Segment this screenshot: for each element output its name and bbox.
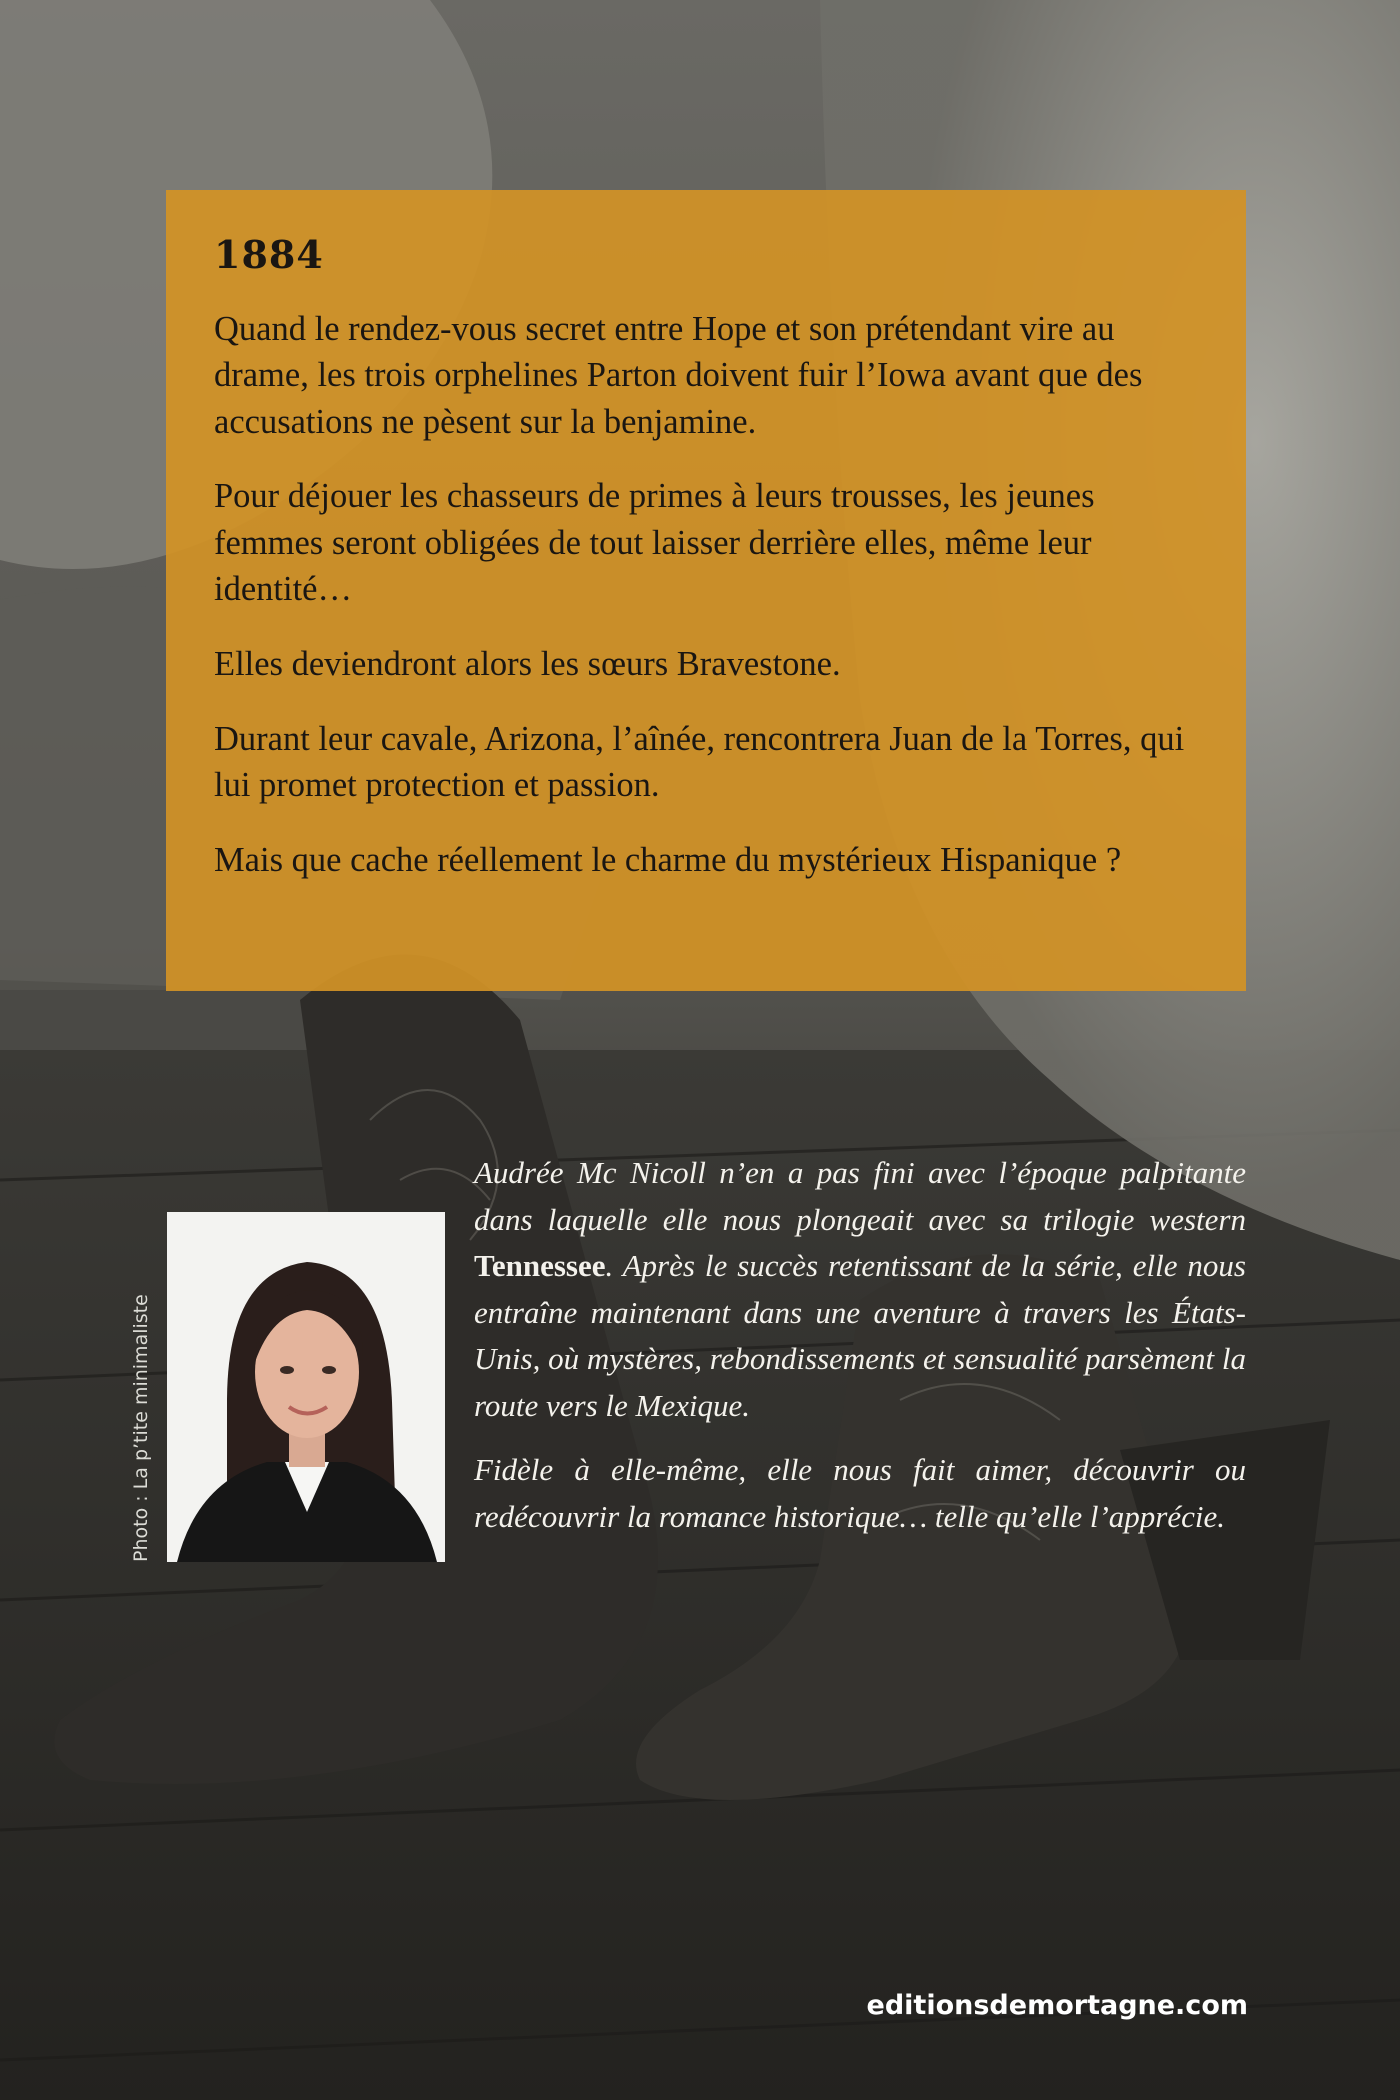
summary-paragraph: Mais que cache réellement le charme du mystérieux Hispanique ? (214, 840, 1122, 879)
bio-paragraph (474, 1150, 1246, 1429)
author-bio (474, 1150, 1246, 1558)
summary-panel (166, 190, 1246, 991)
publisher-url: editionsdemortagne.com (866, 1990, 1248, 2021)
bio-paragraph: Fidèle à elle-même, elle nous fait aimer, découvrir ou redécouvrir la romance historique… telle qu’elle l’apprécie. (474, 1452, 1246, 1534)
series-title: Tennessee (474, 1248, 606, 1283)
author-portrait-image (167, 1212, 445, 1562)
summary-paragraph: Elles deviendront alors les sœurs Bravestone. (214, 644, 841, 683)
summary-paragraph: Quand le rendez-vous secret entre Hope et son prétendant vire au drame, les trois orphelines Parton doivent fuir l’Iowa avant que des accusations ne pèsent sur la benjamine. (214, 309, 1143, 441)
photo-credit: Photo : La p’tite minimaliste (130, 1294, 152, 1562)
bio-text: Audrée Mc Nicoll n’en a pas fini avec l’époque palpitante dans laquelle elle nous plongeait avec sa trilogie western (474, 1155, 1246, 1237)
summary-paragraph: Pour déjouer les chasseurs de primes à leurs trousses, les jeunes femmes seront obligées de tout laisser derrière elles, même leur identité… (214, 477, 1095, 609)
summary-year: 1884 (214, 232, 324, 277)
bio-text: . Après le succès retentissant de la série, elle nous entraîne maintenant dans une aventure à travers les États-Unis, où mystères, rebondissements et sensualité parsèment la route vers le Mexique. (474, 1248, 1246, 1423)
summary-paragraph: Durant leur cavale, Arizona, l’aînée, rencontrera Juan de la Torres, qui lui promet protection et passion. (214, 719, 1185, 805)
author-photo (167, 1212, 445, 1562)
